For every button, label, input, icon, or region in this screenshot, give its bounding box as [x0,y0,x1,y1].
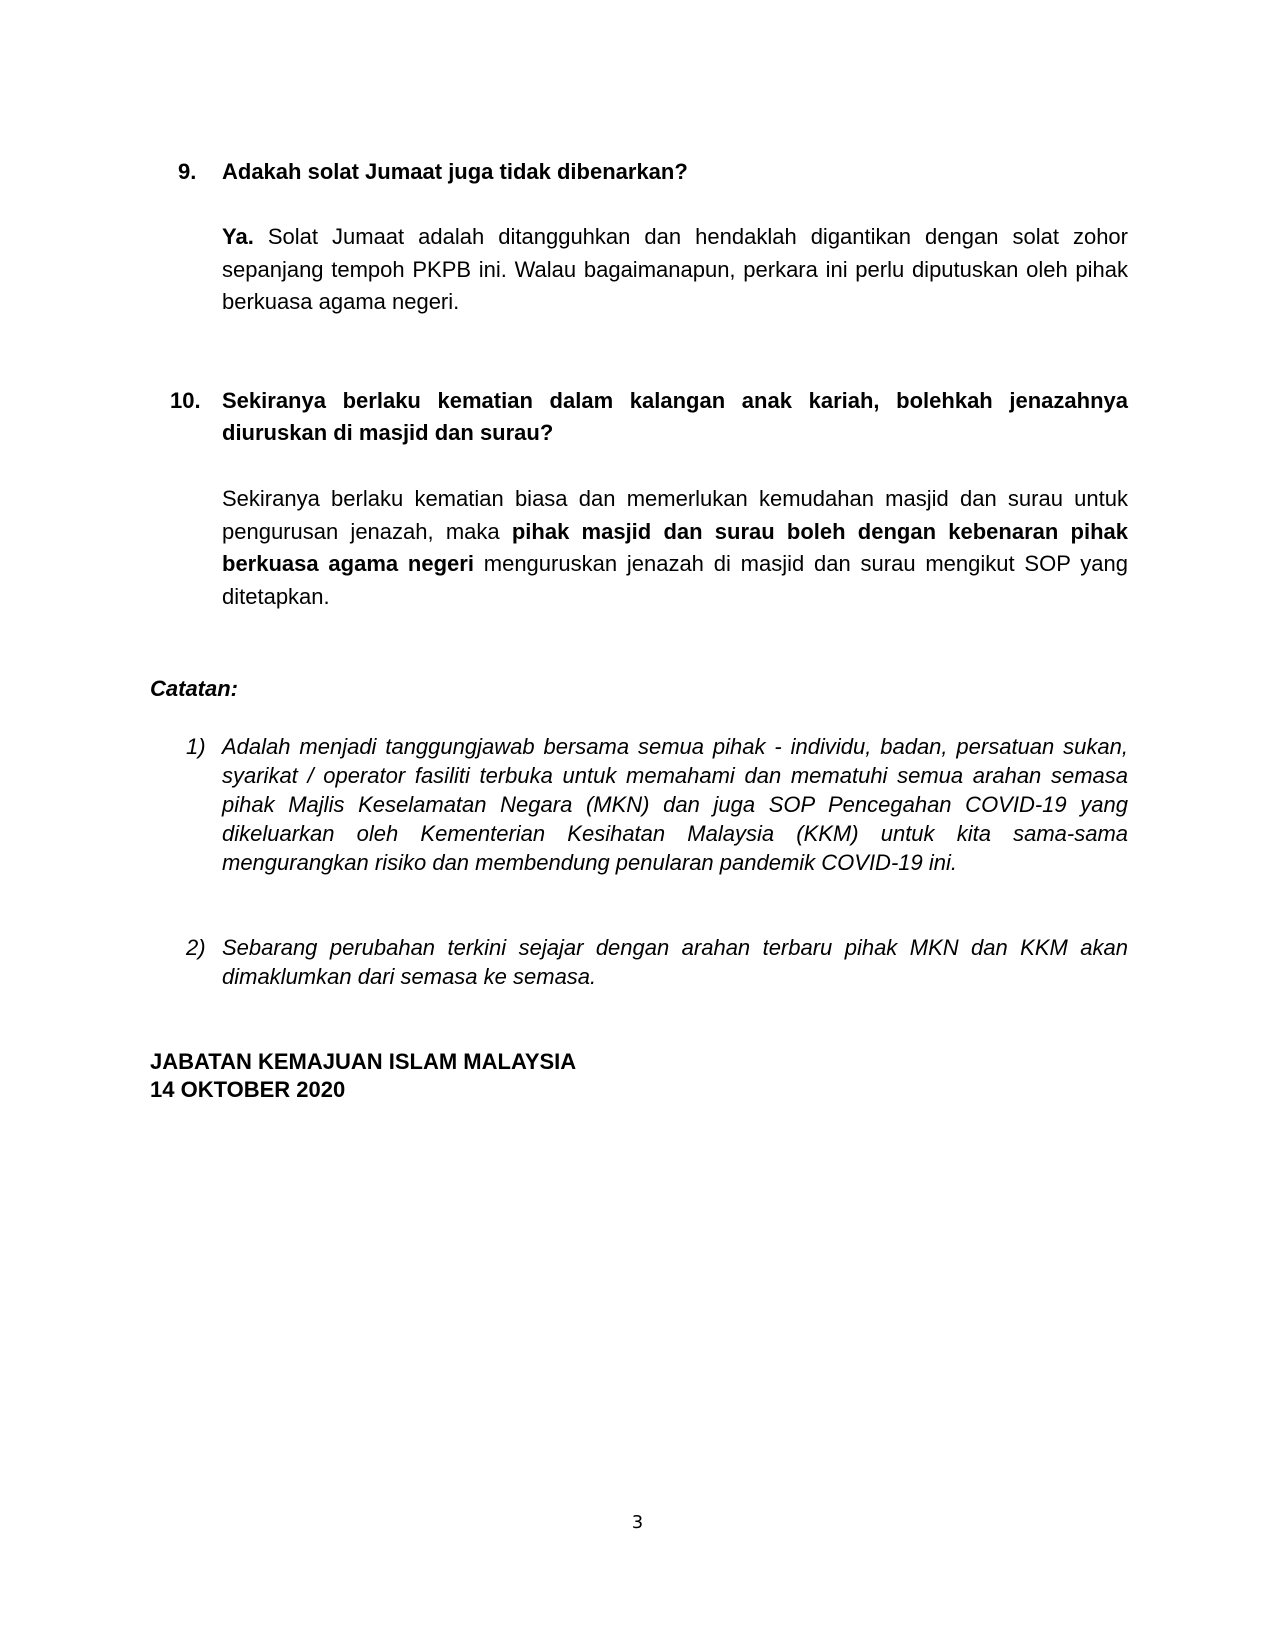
question-text: Sekiranya berlaku kematian dalam kalangan anak kariah, bolehkah jenazahnya diuruskan di masjid dan surau? [222,388,1128,445]
question-number: 9. [178,159,197,184]
answer-text-part1: Sekiranya berlaku kematian biasa dan memerlukan kemudahan masjid dan surau untuk pengurusan jenazah, maka [222,486,1128,544]
answer-9 [222,221,1128,319]
note-item-1 [186,732,1128,877]
answer-text-bold: pihak masjid dan surau boleh dengan kebenaran pihak berkuasa agama negeri [222,518,1128,576]
question-number: 10. [170,388,201,413]
note-number: 1) [186,734,206,759]
signature-organization: JABATAN KEMAJUAN ISLAM MALAYSIA [150,1049,577,1074]
note-text: Sebarang perubahan terkini sejajar dengan arahan terbaru pihak MKN dan KKM akan dimaklumkan dari semasa ke semasa. [222,935,1128,989]
question-10 [170,385,1128,449]
answer-lead: Ya. [222,224,254,249]
question-9 [178,156,1128,188]
note-number: 2) [186,935,206,960]
answer-text: Solat Jumaat adalah ditangguhkan dan hendaklah digantikan dengan solat zohor sepanjang tempoh PKPB ini. Walau bagaimanapun, perkara ini perlu diputuskan oleh pihak berkuasa agama negeri. [222,224,1128,314]
signature-block [150,1048,576,1104]
catatan-heading: Catatan: [150,676,239,701]
note-text: Adalah menjadi tanggungjawab bersama semua pihak - individu, badan, persatuan sukan, syarikat / operator fasiliti terbuka untuk memahami dan mematuhi semua arahan semasa pihak Majlis Keselamatan Negara (MKN) dan juga SOP Pencegahan COVID-19 yang dikeluarkan oleh Kementerian Kesihatan Malaysia (KKM) untuk kita sama-sama mengurangkan risiko dan membendung penularan pandemik COVID-19 ini. [222,734,1128,875]
question-text: Adakah solat Jumaat juga tidak dibenarkan? [222,159,688,184]
page-number: 3 [631,1512,644,1533]
note-item-2 [186,933,1128,991]
answer-text-part2: menguruskan jenazah di masjid dan surau mengikut SOP yang ditetapkan. [222,551,1128,609]
answer-10 [222,483,1128,613]
signature-date: 14 OKTOBER 2020 [150,1077,346,1102]
